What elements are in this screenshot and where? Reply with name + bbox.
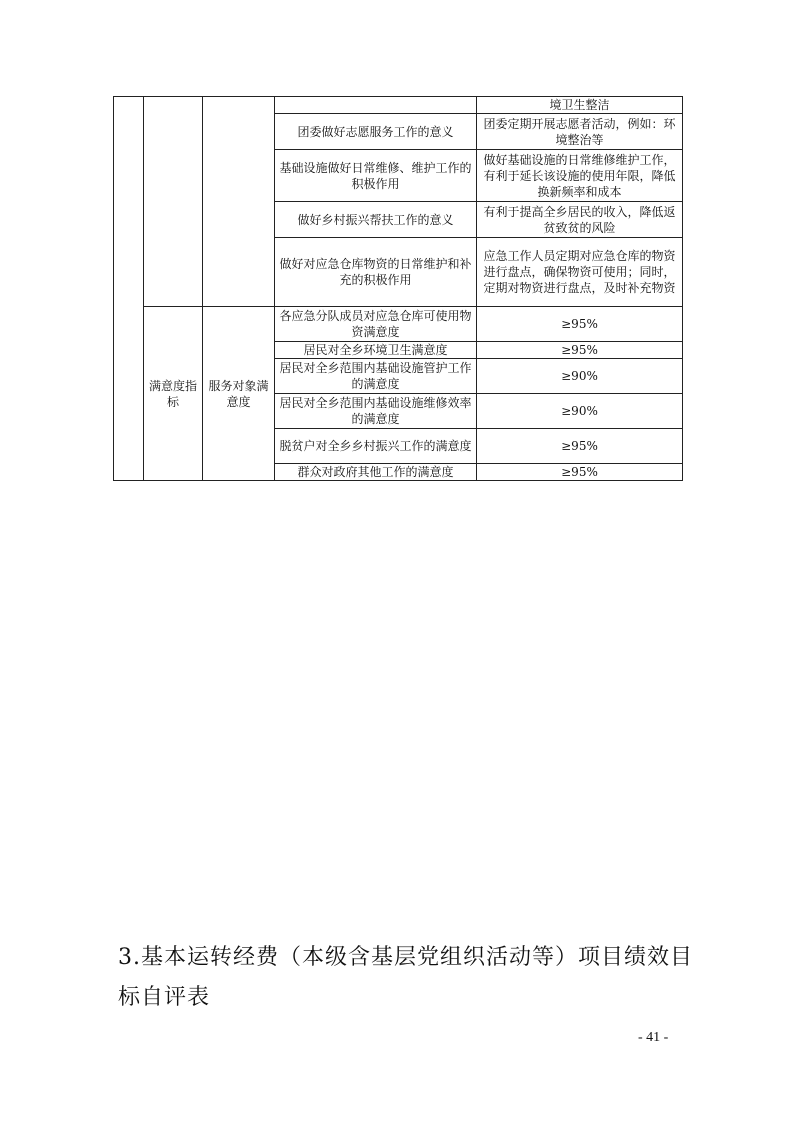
indicator-cell: 各应急分队成员对应急仓库可使用物资满意度 <box>275 307 477 342</box>
indicator-cell <box>275 97 477 114</box>
indicator-cell: 居民对全乡范围内基础设施管护工作的满意度 <box>275 359 477 394</box>
indicator-cell: 脱贫户对全乡乡村振兴工作的满意度 <box>275 429 477 464</box>
indicator-cell: 居民对全乡环境卫生满意度 <box>275 342 477 359</box>
indicator-cell: 团委做好志愿服务工作的意义 <box>275 114 477 150</box>
section-heading: 3.基本运转经费（本级含基层党组织活动等）项目绩效目标自评表 <box>118 945 693 1010</box>
value-cell: 应急工作人员定期对应急仓库的物资进行盘点，确保物资可使用；同时，定期对物资进行盘点，及时补充物资 <box>477 238 683 307</box>
value-cell: ≥95% <box>477 342 683 359</box>
value-cell: 有利于提高全乡居民的收入，降低返贫致贫的风险 <box>477 202 683 238</box>
value-cell: 团委定期开展志愿者活动，例如：环境整治等 <box>477 114 683 150</box>
indicator-cell: 做好乡村振兴帮扶工作的意义 <box>275 202 477 238</box>
value-cell: ≥95% <box>477 429 683 464</box>
level2-blank-cell <box>203 97 275 307</box>
value-cell: ≥90% <box>477 359 683 394</box>
indicator-cell: 做好对应急仓库物资的日常维护和补充的积极作用 <box>275 238 477 307</box>
indicator-cell: 群众对政府其他工作的满意度 <box>275 464 477 481</box>
level1-blank-cell <box>144 97 203 307</box>
indicator-cell: 居民对全乡范围内基础设施维修效率的满意度 <box>275 394 477 429</box>
value-cell: 做好基础设施的日常维修维护工作，有利于延长该设施的使用年限，降低换新频率和成本 <box>477 150 683 202</box>
table-row <box>114 307 683 342</box>
table-row <box>114 97 683 114</box>
indicator-cell: 基础设施做好日常维修、维护工作的积极作用 <box>275 150 477 202</box>
value-cell: ≥95% <box>477 307 683 342</box>
page-number: - 41 - <box>638 1030 669 1045</box>
level2-label: 服务对象满意度 <box>203 307 275 481</box>
value-cell: ≥90% <box>477 394 683 429</box>
performance-table <box>113 96 683 481</box>
outer-blank-cell <box>114 97 144 481</box>
level1-label: 满意度指标 <box>144 307 203 481</box>
value-cell: ≥95% <box>477 464 683 481</box>
value-cell: 境卫生整洁 <box>477 97 683 114</box>
